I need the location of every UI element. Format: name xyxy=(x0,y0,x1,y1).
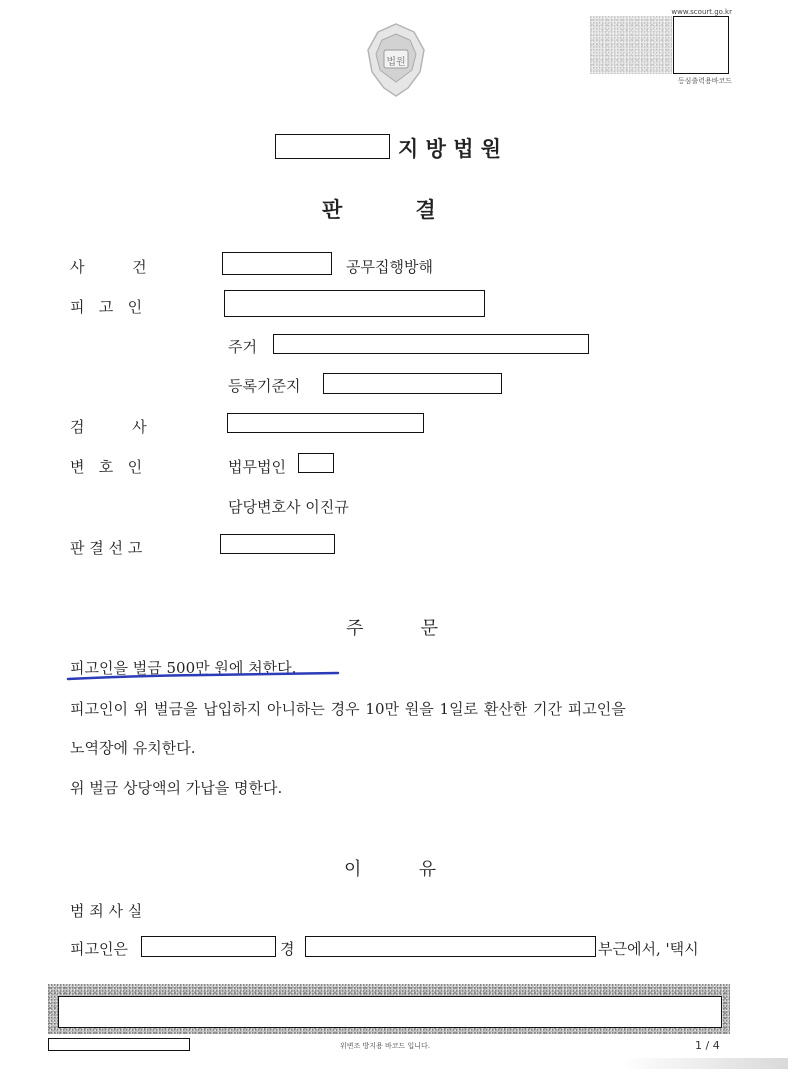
counsel-attorney: 담당변호사 이진규 xyxy=(228,498,349,516)
order-line-3: 노역장에 유치한다. xyxy=(70,739,196,757)
defendant-name-redacted xyxy=(224,290,485,317)
crime-facts-heading: 범 죄 사 실 xyxy=(70,902,143,920)
verdict-date-label: 판 결 선 고 xyxy=(70,539,143,557)
defendant-label: 피 고 인 xyxy=(70,298,143,316)
facts-line-suffix: 부근에서, '택시 xyxy=(598,940,699,958)
case-value: 공무집행방해 xyxy=(346,258,433,276)
footer-barcode-note: 위변조 방지용 바코드 입니다. xyxy=(340,1042,431,1050)
residence-redacted xyxy=(273,334,589,354)
document-title: 판 결 xyxy=(322,198,436,222)
footer-id-redacted xyxy=(48,1038,190,1051)
facts-line-prefix: 피고인은 xyxy=(70,940,128,958)
verification-qr-redacted xyxy=(673,16,729,74)
facts-line-mid: 경 xyxy=(280,940,295,958)
facts-date-redacted xyxy=(141,936,276,957)
court-name-redacted xyxy=(275,134,390,159)
page-edge-shadow xyxy=(620,1058,788,1069)
order-line-2: 피고인이 위 벌금을 납입하지 아니하는 경우 10만 원을 1일로 환산한 기간 피고인을 xyxy=(70,700,626,718)
counsel-firm: 법무법인 xyxy=(228,458,286,476)
registry-label: 등록기준지 xyxy=(228,377,301,395)
counsel-label: 변 호 인 xyxy=(70,458,143,476)
registry-redacted xyxy=(323,373,502,394)
order-heading: 주 문 xyxy=(346,618,438,639)
facts-location-redacted xyxy=(305,936,596,957)
court-name-suffix: 지 방 법 원 xyxy=(398,137,502,161)
counsel-firm-redacted xyxy=(298,453,334,473)
court-seal xyxy=(358,20,434,100)
prosecutor-redacted xyxy=(227,413,424,433)
court-seal-text: 법원 xyxy=(386,57,406,68)
verification-barcode xyxy=(590,16,672,74)
footer-barcode-redacted xyxy=(58,996,722,1028)
barcode-caption: 등심출력용바코드 xyxy=(677,77,732,85)
residence-label: 주거 xyxy=(228,338,257,356)
order-line-4: 위 벌금 상당액의 가납을 명한다. xyxy=(70,779,283,797)
verdict-date-redacted xyxy=(220,534,335,554)
order-underline xyxy=(66,671,341,683)
case-label: 사 건 xyxy=(70,258,147,276)
site-url: www.scourt.go.kr xyxy=(671,8,732,16)
prosecutor-label: 검 사 xyxy=(70,418,147,436)
reasons-heading: 이 유 xyxy=(344,859,436,880)
page-indicator: 1 / 4 xyxy=(695,1039,720,1052)
case-number-redacted xyxy=(222,252,332,275)
order-line-1: 피고인을 벌금 500만 원에 처한다. xyxy=(70,659,297,677)
